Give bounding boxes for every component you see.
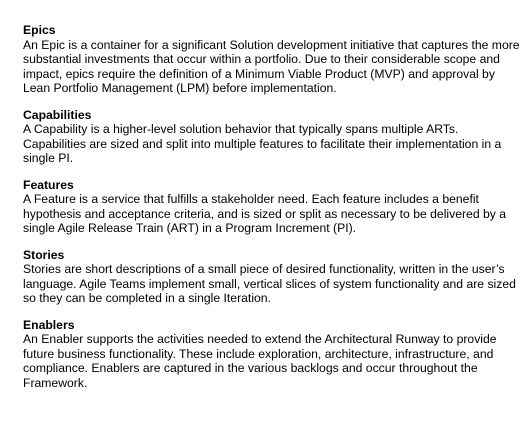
section-capabilities: [23, 108, 523, 166]
section-body-stories: Stories are short descriptions of a small piece of desired functionality, written in the user’s language. Agile Teams implement small, vertical slices of system functionality and are sized so they can be completed in a single Iteration.: [23, 262, 516, 305]
section-body-enablers: An Enabler supports the activities needed to extend the Architectural Runway to provide future business functionality. These include exploration, architecture, infrastructure, and compliance. Enablers are captured in the various backlogs and occur throughout the Framework.: [23, 332, 497, 390]
section-stories: [23, 248, 523, 306]
section-body-features: A Feature is a service that fulfills a stakeholder need. Each feature includes a benefit hypothesis and acceptance criteria, and is sized or split as necessary to be delivered by a single Agile Release Train (ART) in a Program Increment (PI).: [23, 192, 507, 235]
section-epics: [23, 23, 523, 96]
section-title-capabilities: Capabilities: [23, 107, 92, 122]
section-features: [23, 178, 523, 236]
section-title-enablers: Enablers: [23, 317, 75, 332]
section-title-epics: Epics: [23, 23, 56, 37]
document-content: [23, 23, 523, 402]
section-title-stories: Stories: [23, 247, 65, 262]
section-body-epics: An Epic is a container for a significant Solution development initiative that captures the more substantial investments that occur within a portfolio. Due to their considerable scope and impact, epics require the definition of a Minimum Viable Product (MVP) and approval by Lean Portfolio Management (LPM) before implementation.: [23, 37, 520, 95]
section-title-features: Features: [23, 177, 74, 192]
section-enablers: [23, 318, 523, 391]
section-body-capabilities: A Capability is a higher-level solution behavior that typically spans multiple ARTs. Capabilities are sized and split into multiple features to facilitate their implementation in a single PI.: [23, 122, 502, 165]
